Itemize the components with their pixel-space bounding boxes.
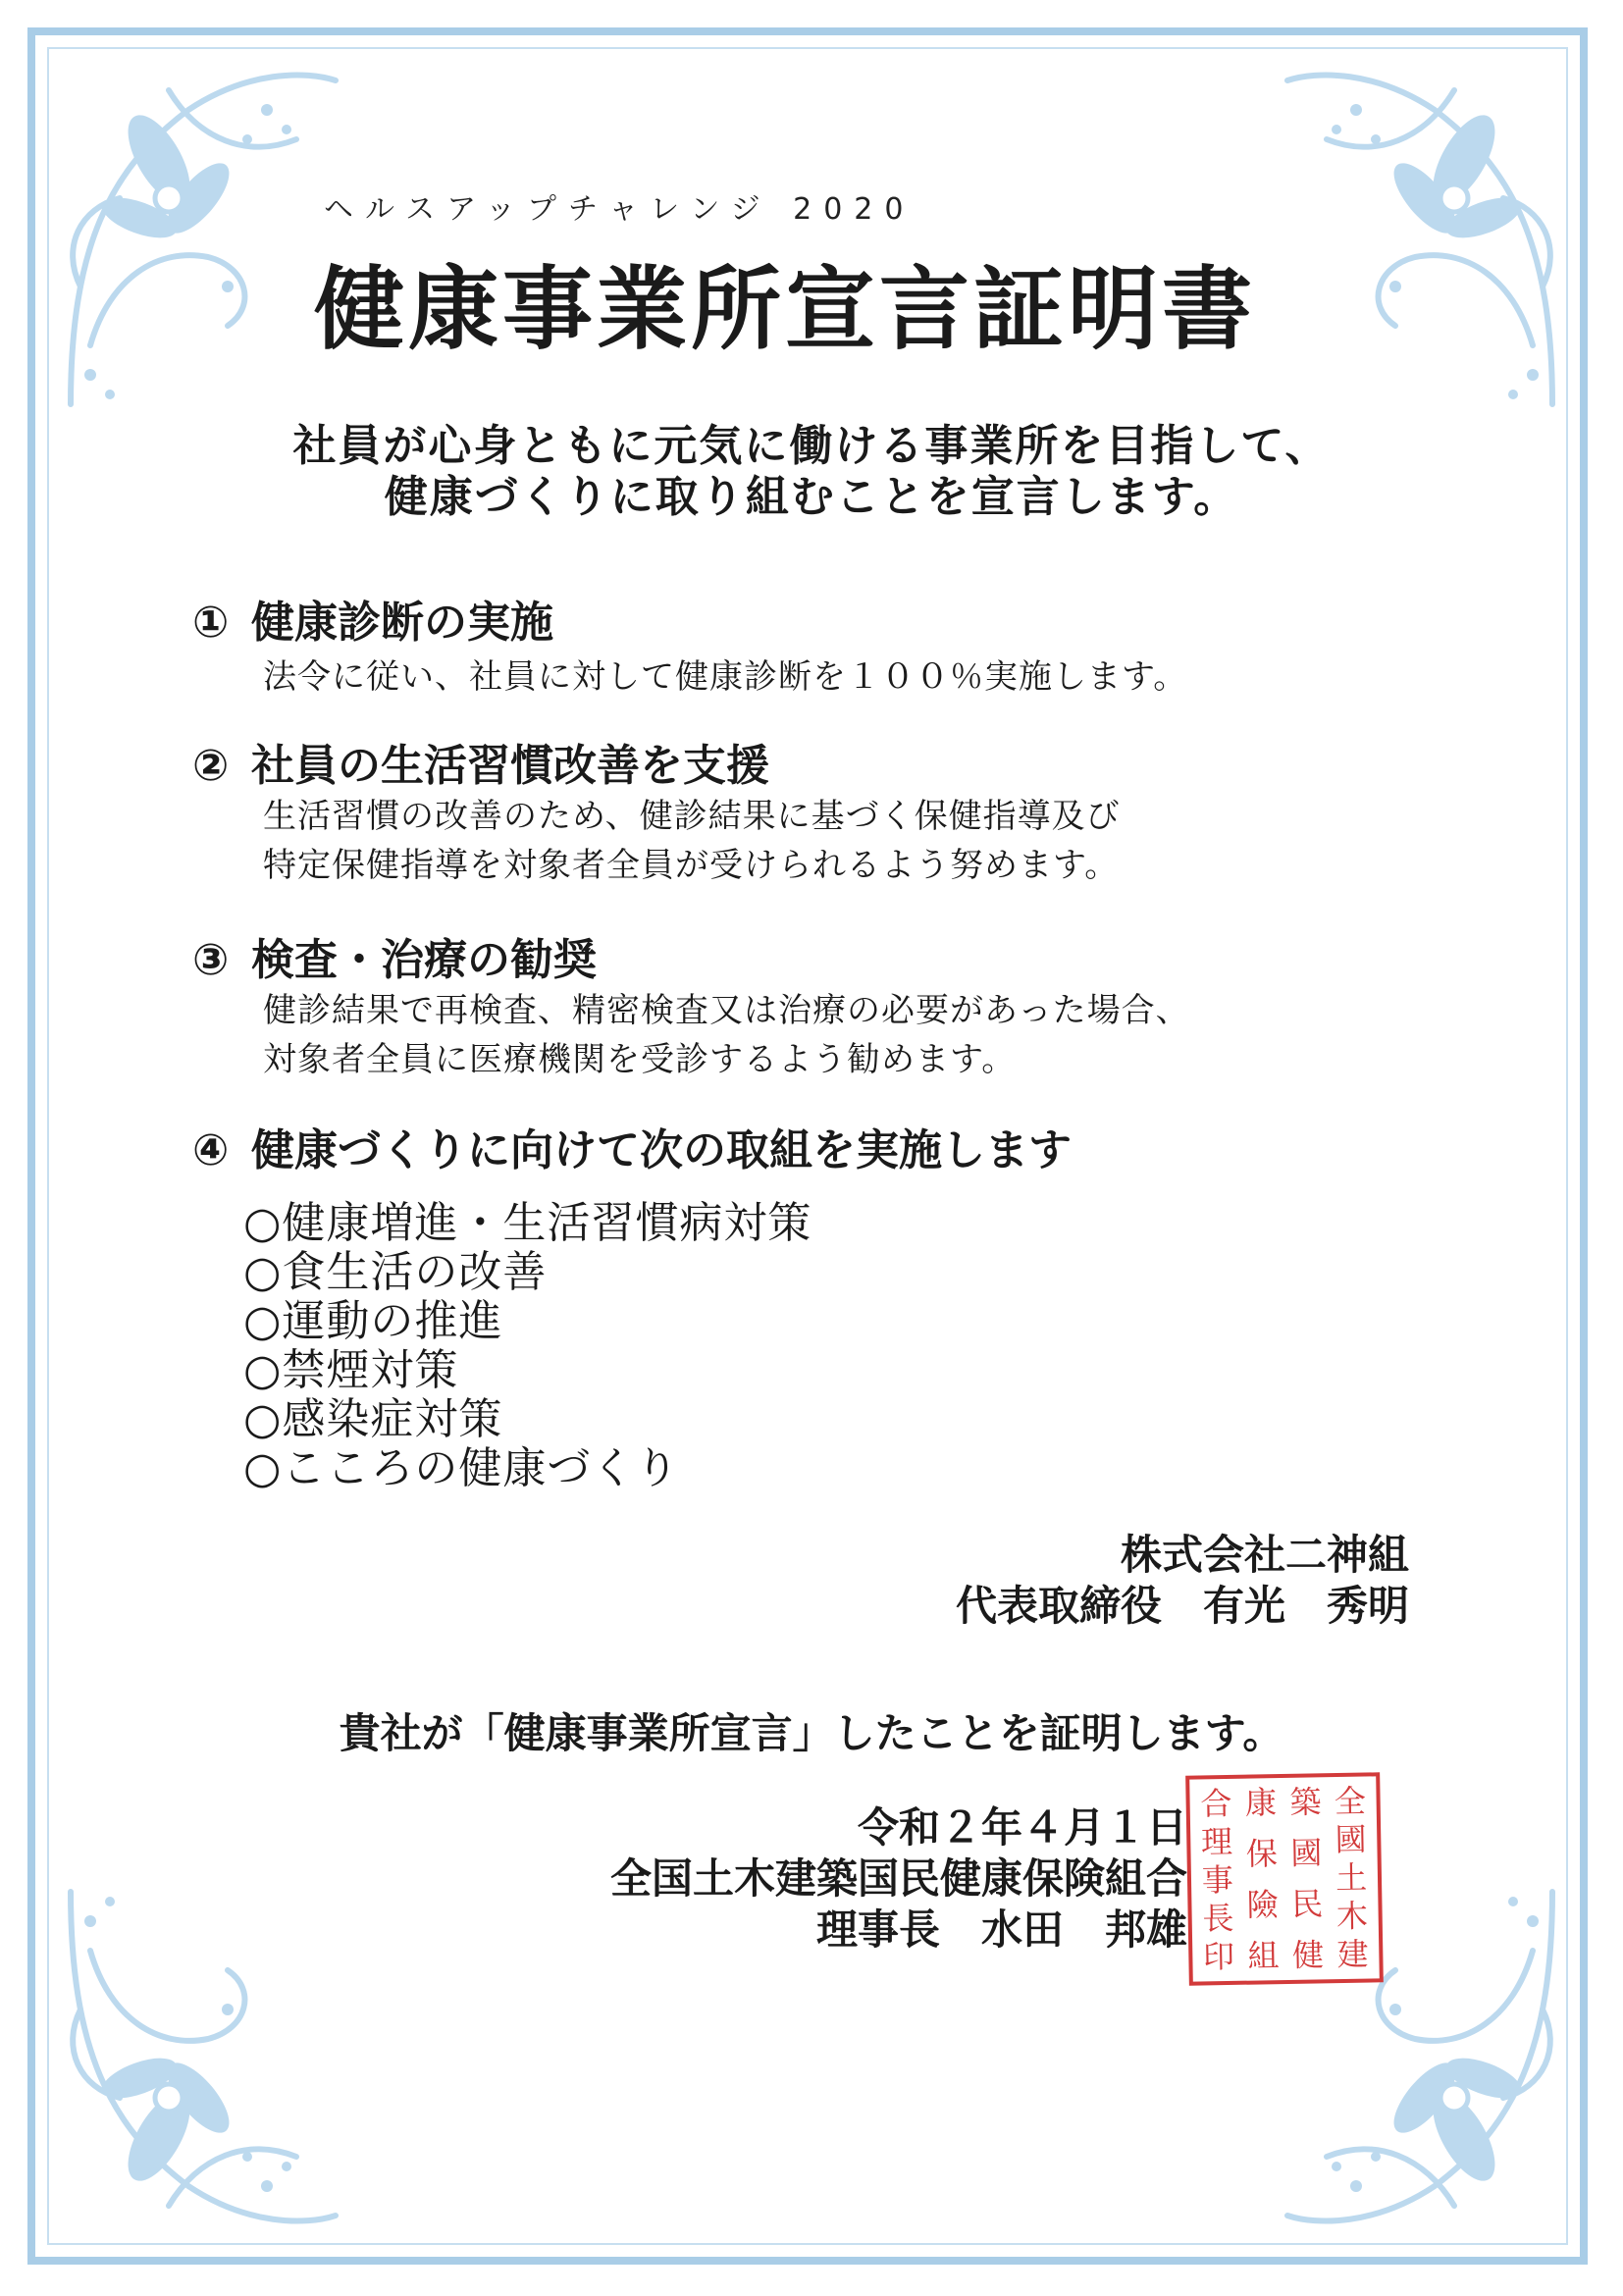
issuer-chairman: 理事長 水田 邦雄 [815, 1905, 1187, 1954]
list-item: ○禁煙対策 [243, 1345, 459, 1395]
lead-line-2: 健康づくりに取り組むことを宣言します。 [384, 472, 1239, 522]
company-name: 株式会社二神組 [1120, 1531, 1409, 1579]
item-2-text-1: 生活習慣の改善のため、健診結果に基づく保健指導及び [263, 797, 1121, 836]
list-item: ○健康増進・生活習慣病対策 [243, 1198, 812, 1248]
list-item: ○食生活の改善 [243, 1247, 548, 1297]
item-title: 健康診断の実施 [251, 598, 553, 648]
lead-line-1: 社員が心身ともに元気に働ける事業所を目指して、 [292, 421, 1331, 471]
list-item: ○感染症対策 [243, 1394, 503, 1444]
item-1-heading [192, 587, 553, 650]
item-3-text-1: 健診結果で再検査、精密検査又は治療の必要があった場合、 [263, 991, 1190, 1030]
item-number: ④ [192, 1125, 230, 1175]
item-4-heading [192, 1115, 1072, 1177]
issue-date: 令和２年４月１日 [857, 1803, 1187, 1852]
corner-ornament-icon [51, 51, 345, 424]
list-item: ○こころの健康づくり [243, 1443, 680, 1493]
official-seal: 全 國 土 木 建 築 國 民 健 康 保 險 組 合 理 事 長 印 [1185, 1772, 1384, 1985]
corner-ornament-icon [51, 1872, 345, 2245]
subtitle: ヘルスアップチャレンジ 2020 [324, 192, 916, 227]
item-1-text: 法令に従い、社員に対して健康診断を１００％実施します。 [263, 657, 1188, 697]
item-2-heading [192, 730, 769, 793]
item-3-heading [192, 924, 597, 987]
item-title: 健康づくりに向けて次の取組を実施します [251, 1125, 1072, 1175]
company-representative: 代表取締役 有光 秀明 [955, 1582, 1409, 1630]
list-item: ○運動の推進 [243, 1296, 503, 1346]
item-3-text-2: 対象者全員に医療機関を受診するよう勧めます。 [263, 1040, 1017, 1079]
item-title: 検査・治療の勧奨 [251, 935, 597, 985]
certification-statement: 貴社が「健康事業所宣言」したことを証明します。 [339, 1709, 1284, 1757]
item-number: ② [192, 741, 230, 791]
corner-ornament-icon [1278, 51, 1572, 424]
item-title: 社員の生活習慣改善を支援 [251, 741, 769, 791]
page-title: 健康事業所宣言証明書 [314, 256, 1257, 362]
item-2-text-2: 特定保健指導を対象者全員が受けられるよう努めます。 [263, 846, 1120, 885]
issuer-organization: 全国土木建築国民健康保険組合 [609, 1854, 1187, 1903]
item-number: ① [192, 598, 230, 648]
item-number: ③ [192, 935, 230, 985]
